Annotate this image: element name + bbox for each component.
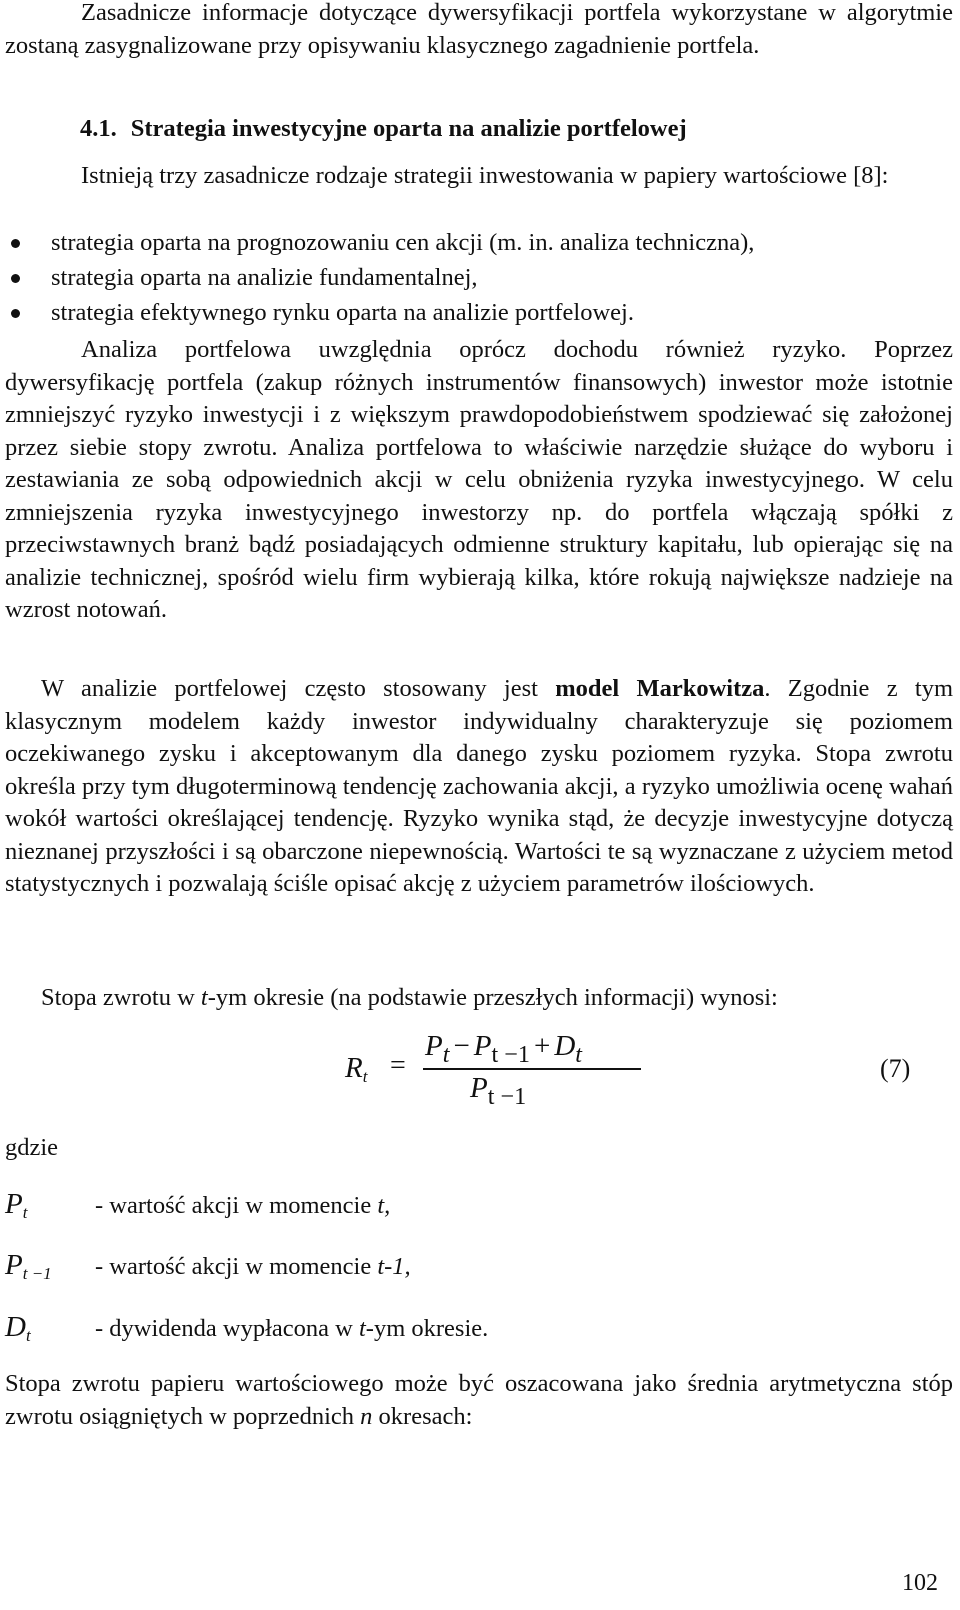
where-label: gdzie (5, 1134, 59, 1161)
strategy-list (5, 225, 953, 330)
list-item: strategia oparta na analizie fundamentalnej, (5, 260, 953, 295)
intro-paragraph: Zasadnicze informacje dotyczące dywersyfikacji portfela wykorzystane w algorytmie zostaną zasygnalizowane przy opisywaniu klasycznego zagadnienie portfela. (5, 0, 953, 59)
bullet-icon (11, 309, 20, 318)
equation-denominator: $P_{t -1}$ (470, 1072, 527, 1110)
model-name: model Markowitza (555, 675, 765, 702)
section-title: Strategia inwestycyjne oparta na analizie portfelowej (130, 115, 687, 142)
definition-symbol: $D_t$ (5, 1311, 31, 1345)
final-paragraph: Stopa zwrotu papieru wartościowego może być oszacowana jako średnia arytmetyczna stóp zwrotu osiągniętych w poprzednich n okresach: (5, 1370, 953, 1430)
equals-sign: = (390, 1050, 406, 1081)
fraction-bar (423, 1068, 641, 1070)
strategies-paragraph: Istnieją trzy zasadnicze rodzaje strategii inwestowania w papiery wartościowe [8]: (81, 162, 889, 189)
equation-lhs: $R_t$ (345, 1052, 368, 1086)
definition-row (5, 1311, 953, 1351)
definition-symbol: $P_t$ (5, 1188, 28, 1222)
definition-row (5, 1188, 953, 1228)
analysis-paragraph: Analiza portfelowa uwzględnia oprócz dochodu również ryzyko. Poprzez dywersyfikację portfela (zakup różnych instrumentów finansowych) inwestor może istotnie zmniejszyć ryzyko inwestycji i z większym prawdopodobieństwem spodziewać się założonej przez siebie stopy zwrotu. Analiza portfelowa to właściwie narzędzie służące do wyboru i zestawiania ze sobą odpowiednich akcji w celu obniżenia ryzyka inwestycyjnego. W celu zmniejszenia ryzyka inwestycyjnego inwestorzy np. do portfela włączają spółki z przeciwstawnych branż bądź posiadających odmienne struktury kapitału, lub opierając się na analizie technicznej, spośród wielu firm wybierają kilka, które rokują największe nadzieje na wzrost notowań. (5, 336, 953, 623)
bullet-icon (11, 239, 20, 248)
definition-text: - wartość akcji w momencie t-1, (95, 1253, 411, 1280)
section-heading (80, 113, 687, 146)
definition-text: - wartość akcji w momencie t, (95, 1192, 391, 1219)
definition-text: - dywidenda wypłacona w t-ym okresie. (95, 1315, 489, 1342)
equation-7 (345, 1030, 945, 1120)
definition-row (5, 1249, 953, 1289)
equation-numerator: $P_t - P_{t -1} + D_t$ (425, 1030, 582, 1068)
equation-number: (7) (880, 1054, 911, 1083)
section-number: 4.1. (80, 115, 117, 142)
bullet-icon (11, 274, 20, 283)
list-item: strategia oparta na prognozowaniu cen akcji (m. in. analiza techniczna), (5, 225, 953, 260)
return-rate-paragraph: Stopa zwrotu w t-ym okresie (na podstawie przeszłych informacji) wynosi: (41, 984, 778, 1011)
markowitz-paragraph: W analizie portfelowej często stosowany jest model Markowitza. Zgodnie z tym klasycznym modelem każdy inwestor indywidualny charakteryzuje się poziomem oczekiwanego zysku i akceptowanym dla danego zysku poziomem ryzyka. Stopa zwrotu określa przy tym długoterminową tendencję zachowania akcji, a ryzyko umożliwia ocenę wahań wokół wartości określającej tendencję. Ryzyko wynika stąd, że decyzje inwestycyjne dotyczą nieznanej przyszłości i są obarczone niepewnością. Wartości te są wyznaczane z użyciem metod statystycznych i pozwalają ściśle opisać akcję z użyciem parametrów ilościowych. (5, 675, 954, 897)
page-number: 102 (902, 1570, 938, 1596)
definition-symbol: $P_{t -1}$ (5, 1249, 52, 1283)
list-item: strategia efektywnego rynku oparta na analizie portfelowej. (5, 295, 953, 330)
